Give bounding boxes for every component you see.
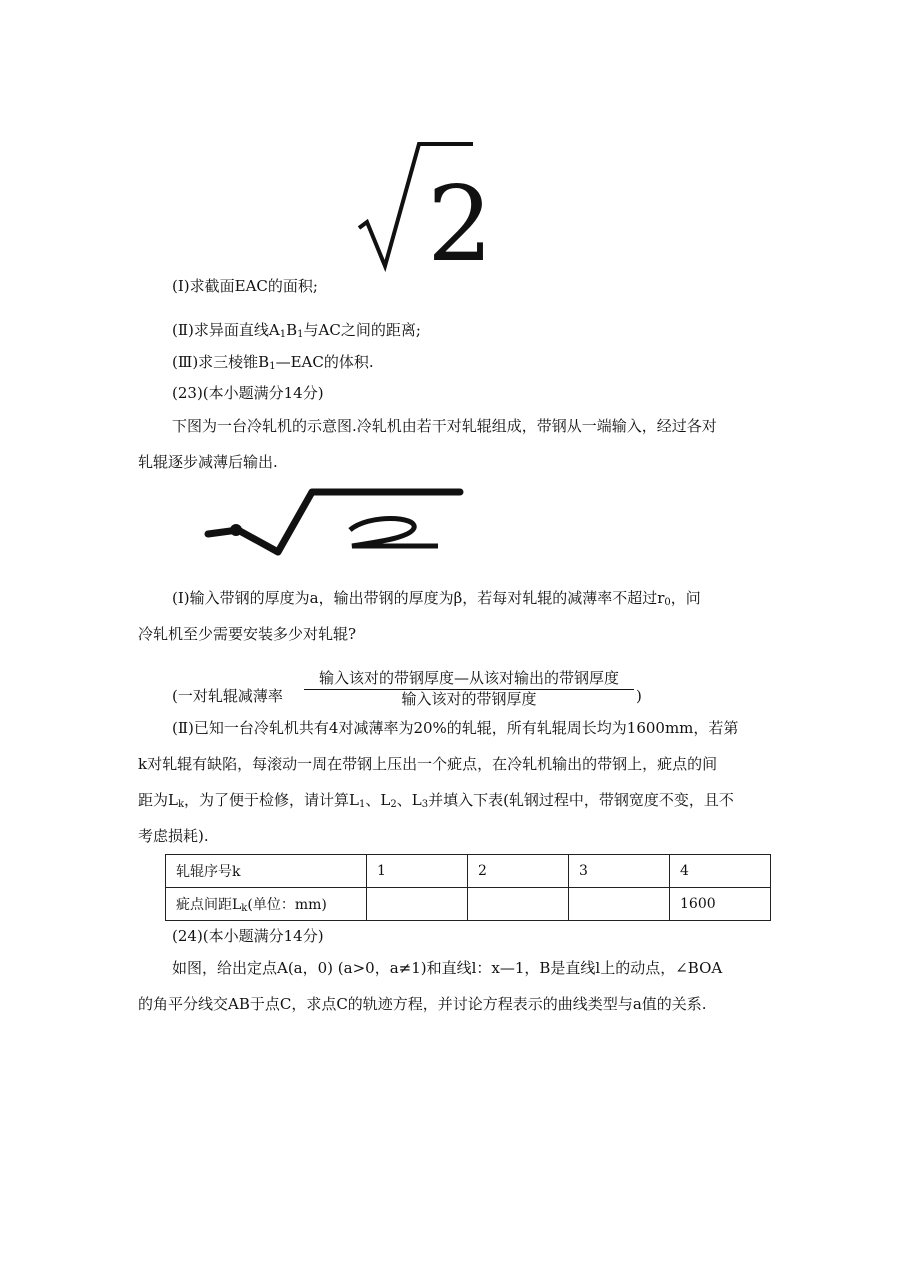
q22-part1: (Ⅰ)求截面EAC的面积;: [172, 277, 318, 295]
svg-text:2: 2: [427, 163, 494, 285]
table-cell: [367, 888, 468, 921]
table-row: [166, 888, 771, 921]
table-row: [166, 855, 771, 888]
table-cell: 2: [468, 855, 569, 888]
q23-intro-line1: 下图为一台冷轧机的示意图.冷轧机由若干对轧辊组成，带钢从一端输入，经过各对: [172, 417, 717, 435]
reduction-rate-fraction: [304, 668, 634, 708]
rolling-mill-diagram: [200, 484, 465, 562]
q24-line1: 如图，给出定点A(a，0) (a>0，a≠1)和直线l：x—1，B是直线l上的动点，∠BOA: [172, 959, 723, 977]
sqrt-two-figure: [355, 140, 494, 285]
q23-p2-line1: (Ⅱ)已知一台冷轧机共有4对减薄率为20%的轧辊，所有轧辊周长均为1600mm，若第: [172, 719, 739, 737]
q23-header: (23)(本小题满分14分): [172, 384, 324, 402]
q24-header: (24)(本小题满分14分): [172, 927, 324, 945]
table-cell: [468, 888, 569, 921]
formula-suffix: ): [636, 687, 642, 705]
table-cell: [569, 888, 670, 921]
q24-line2: 的角平分线交AB于点C，求点C的轨迹方程，并讨论方程表示的曲线类型与a值的关系.: [138, 995, 707, 1013]
defect-spacing-table: [165, 854, 771, 921]
q23-p2-line2: k对轧辊有缺陷，每滚动一周在带钢上压出一个疵点，在冷轧机输出的带钢上，疵点的间: [138, 755, 718, 773]
table-cell: 4: [670, 855, 771, 888]
table-cell: 疵点间距$L_k$(单位：mm): [166, 888, 367, 921]
fraction-numerator: 输入该对的带钢厚度—从该对输出的带钢厚度: [318, 669, 619, 687]
q23-p2-line3: 距为$L_k$，为了便于检修，请计算$L_1$、$L_2$、$L_3$并填入下表(轧钢过程中，带钢宽度不变，且不: [138, 791, 734, 810]
q22-part3: (Ⅲ)求三棱锥$B_1—EAC$的体积.: [172, 353, 374, 372]
q23-p1-line1: (Ⅰ)输入带钢的厚度为a，输出带钢的厚度为β，若每对轧辊的减薄率不超过$r_0$，问: [172, 589, 701, 608]
q22-part2: (Ⅱ)求异面直线$A_1B_1$与AC之间的距离;: [172, 321, 421, 340]
table-cell: 1: [367, 855, 468, 888]
q23-p1-line2: 冷轧机至少需要安装多少对轧辊?: [138, 625, 357, 643]
q23-intro-line2: 轧辊逐步减薄后输出.: [138, 453, 278, 471]
q23-p2-line4: 考虑损耗).: [138, 827, 209, 845]
formula-prefix: (一对轧辊减薄率: [172, 687, 283, 705]
table-cell: 3: [569, 855, 670, 888]
fraction-denominator: 输入该对的带钢厚度: [401, 690, 537, 708]
table-cell: 1600: [670, 888, 771, 921]
table-cell: 轧辊序号k: [166, 855, 367, 888]
